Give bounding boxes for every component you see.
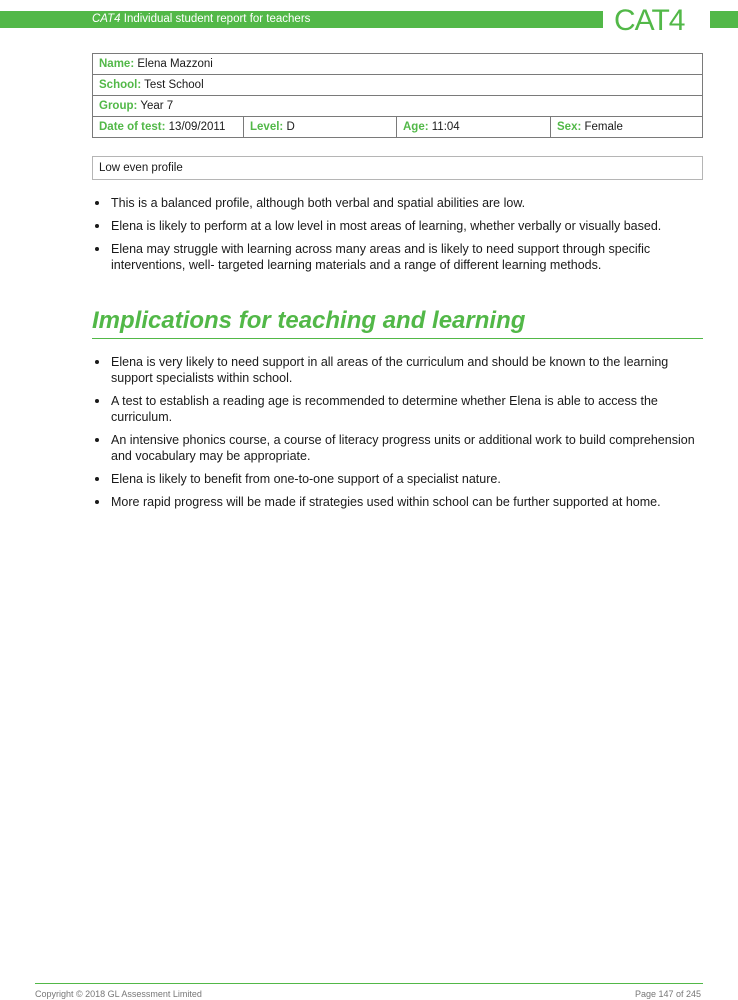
age-cell	[397, 117, 551, 138]
profile-points-list	[92, 195, 697, 280]
sex-label: Sex:	[557, 121, 582, 133]
level-label: Level:	[250, 121, 284, 133]
school-label: School:	[99, 79, 142, 91]
sex-value: Female	[584, 121, 623, 133]
implications-list	[92, 354, 697, 517]
footer-page-number: Page 147 of 245	[634, 989, 701, 999]
list-item: Elena is very likely to need support in all areas of the curriculum and should be known to the learning support specialists within school.	[92, 354, 697, 386]
list-item: Elena is likely to perform at a low level in most areas of learning, whether verbally or visually based.	[92, 218, 697, 234]
group-label: Group:	[99, 100, 138, 112]
list-item: Elena is likely to benefit from one-to-one support of a specialist nature.	[92, 471, 697, 487]
date-label: Date of test:	[99, 121, 166, 133]
age-value: 11:04	[431, 121, 460, 133]
level-cell	[244, 117, 397, 138]
name-cell	[93, 54, 703, 75]
implications-heading: Implications for teaching and learning	[92, 305, 703, 339]
header-brand: CAT4	[92, 13, 121, 25]
age-label: Age:	[403, 121, 429, 133]
profile-type-box: Low even profile	[92, 156, 703, 180]
header-bar-tail	[710, 11, 738, 28]
list-item: A test to establish a reading age is recommended to determine whether Elena is able to access the curriculum.	[92, 393, 697, 425]
list-item: Elena may struggle with learning across many areas and is likely to need support through specific interventions, well- targeted learning materials and a range of different learning methods.	[92, 241, 697, 273]
sex-cell	[551, 117, 703, 138]
level-value: D	[286, 121, 295, 133]
logo-text: CAT4	[614, 4, 685, 37]
footer-copyright: Copyright © 2018 GL Assessment Limited	[35, 989, 202, 999]
date-value: 13/09/2011	[168, 121, 226, 133]
school-cell	[93, 75, 703, 96]
student-name: Elena Mazzoni	[137, 58, 213, 70]
list-item: This is a balanced profile, although both verbal and spatial abilities are low.	[92, 195, 697, 211]
date-cell	[93, 117, 244, 138]
school-value: Test School	[144, 79, 204, 91]
header-title: Individual student report for teachers	[123, 13, 311, 25]
name-label: Name:	[99, 58, 135, 70]
cat4-logo	[612, 2, 708, 38]
student-info-table	[92, 53, 703, 138]
list-item: An intensive phonics course, a course of literacy progress units or additional work to build comprehension and vocabulary may be appropriate.	[92, 432, 697, 464]
report-header-bar	[0, 11, 603, 28]
list-item: More rapid progress will be made if strategies used within school can be further supported at home.	[92, 494, 697, 510]
footer-divider	[35, 983, 703, 984]
group-value: Year 7	[140, 100, 174, 112]
group-cell	[93, 96, 703, 117]
